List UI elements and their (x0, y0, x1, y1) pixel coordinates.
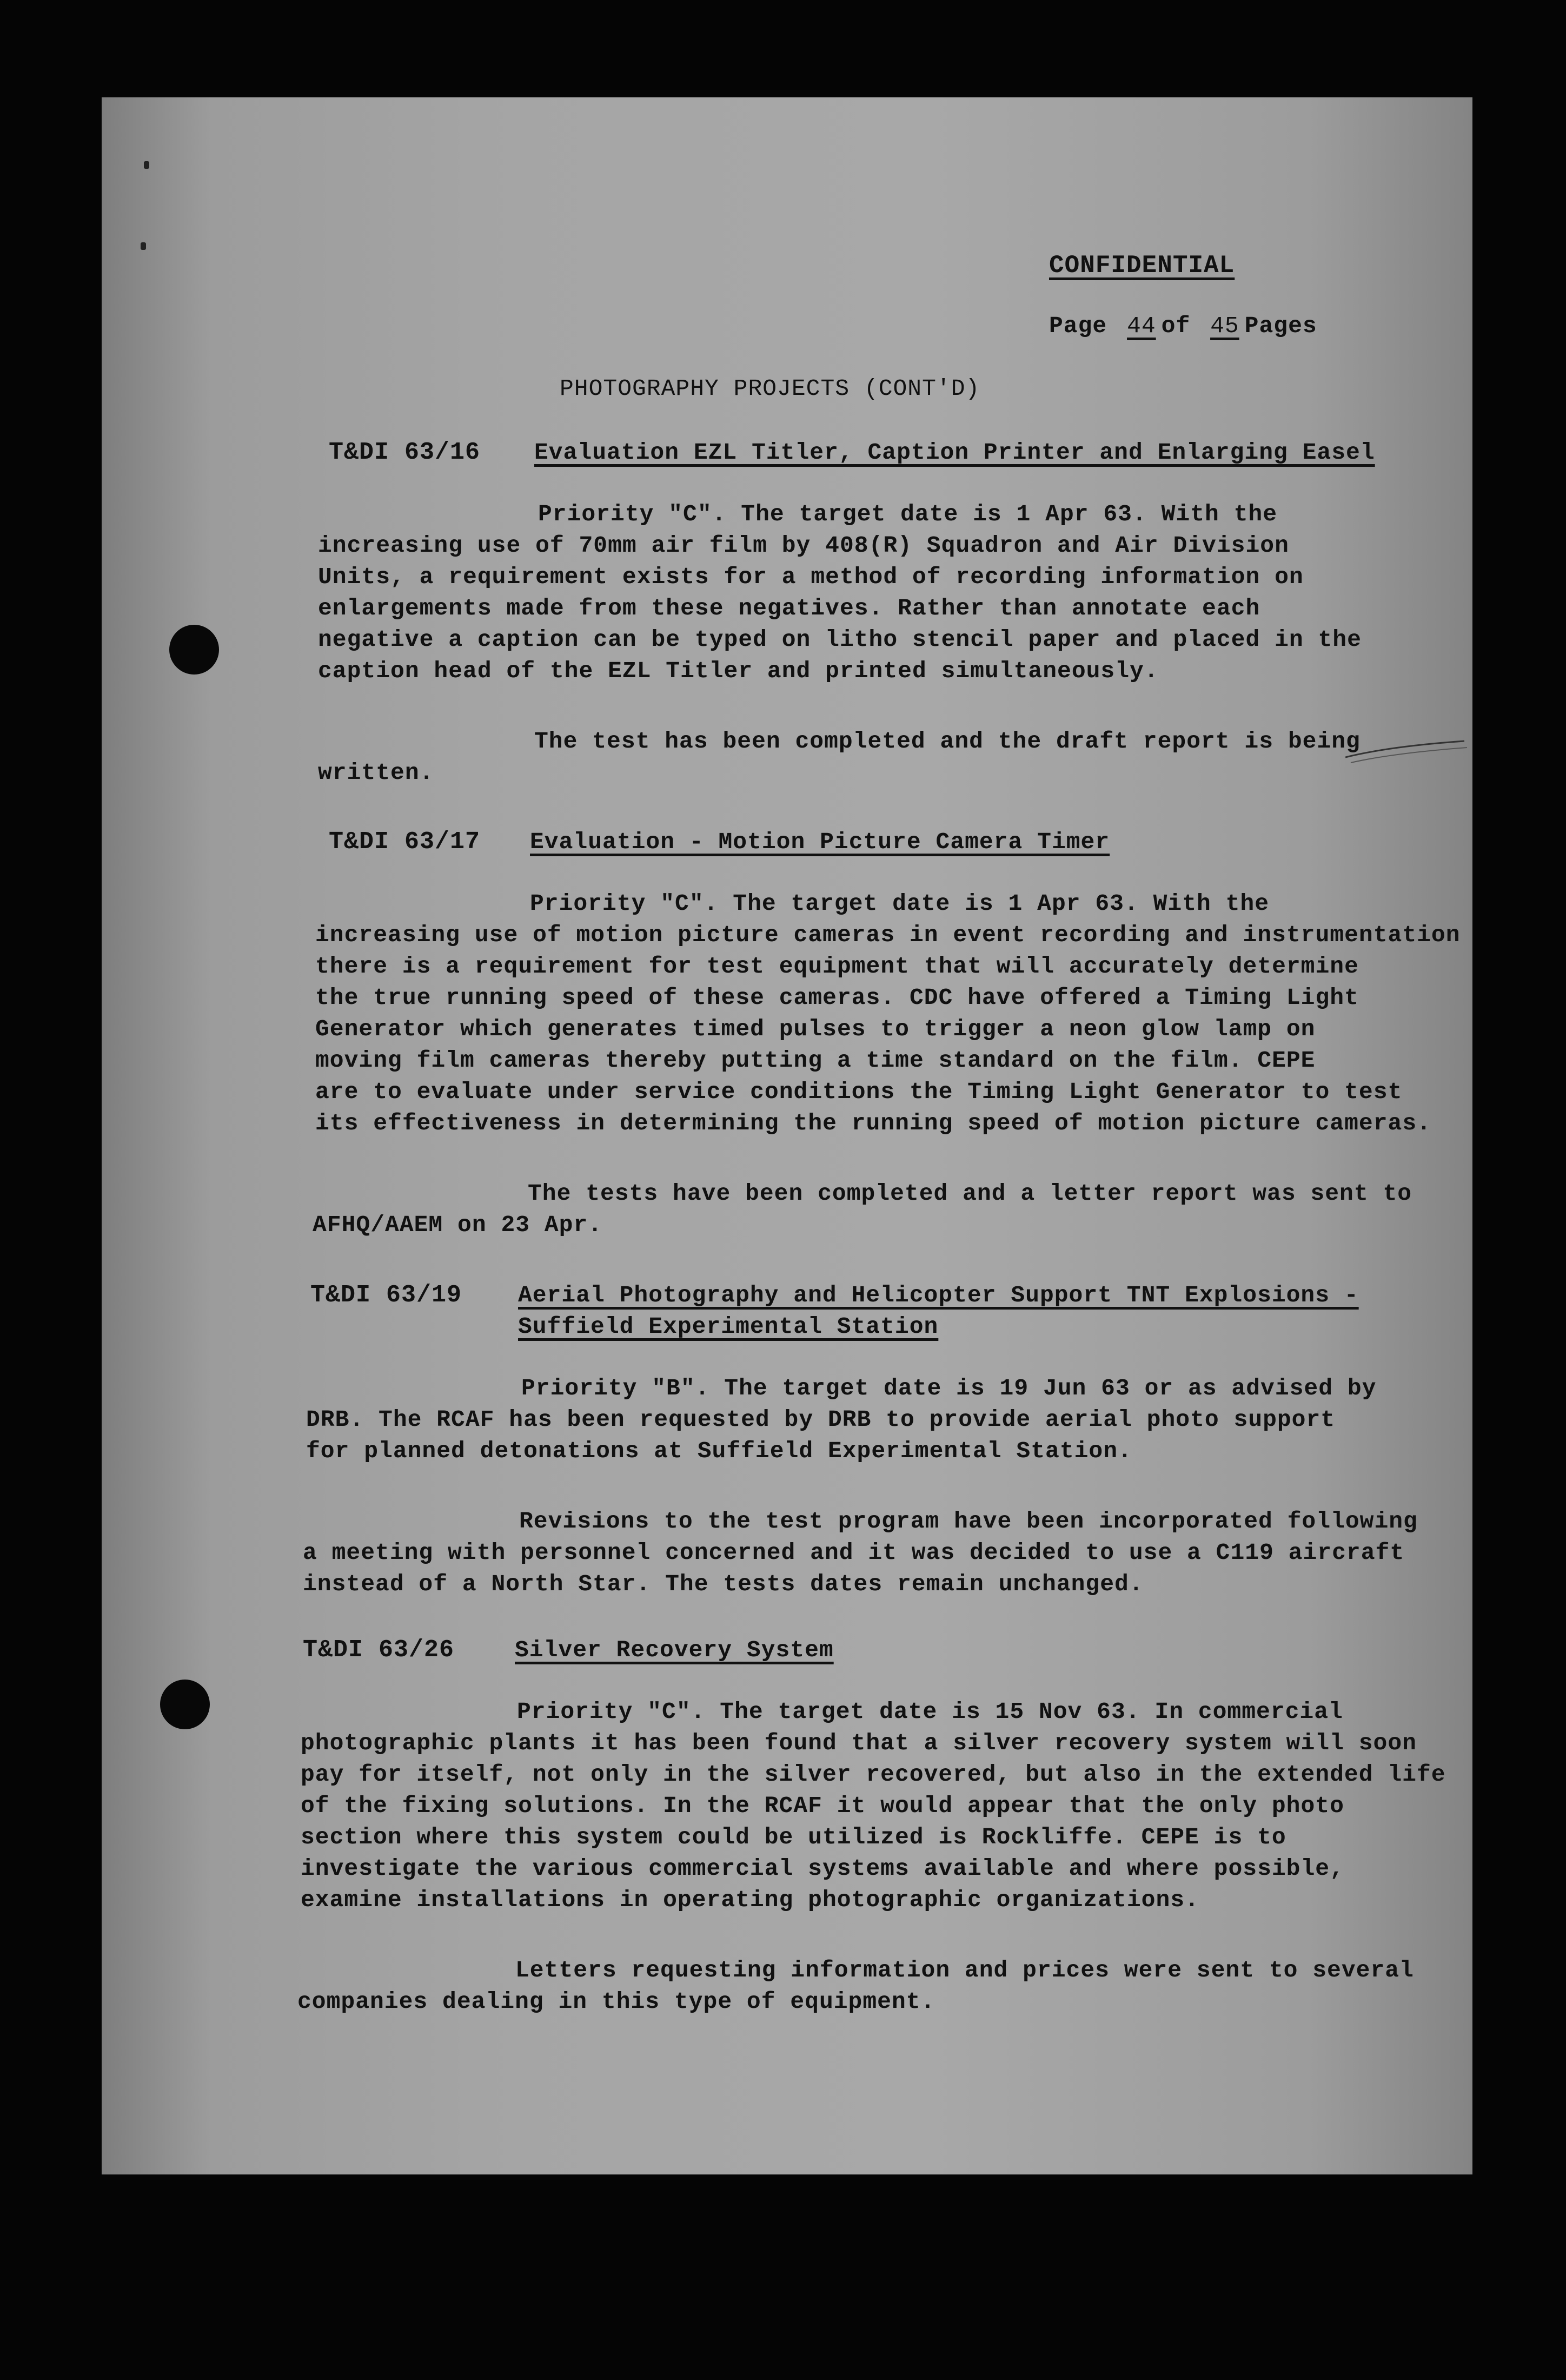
paragraph-line: increasing use of 70mm air film by 408(R) Squadron and Air Division (318, 532, 1289, 559)
paragraph-line: Priority "B". The target date is 19 Jun 63 or as advised by (521, 1375, 1377, 1401)
paragraph-line: Priority "C". The target date is 1 Apr 63. With the (538, 501, 1278, 527)
paragraph-line: The test has been completed and the draft report is being (534, 728, 1361, 755)
project-code: T&DI 63/19 (310, 1281, 462, 1309)
project-title: Evaluation EZL Titler, Caption Printer and Enlarging Easel (534, 439, 1375, 466)
paragraph-line: moving film cameras thereby putting a time standard on the film. CEPE (315, 1047, 1316, 1074)
paragraph-line: increasing use of motion picture cameras in event recording and instrumentation (315, 922, 1461, 948)
paragraph-line: Units, a requirement exists for a method of recording information on (318, 564, 1304, 590)
paragraph-line: there is a requirement for test equipment that will accurately determine (315, 953, 1359, 980)
page-number-line (1049, 310, 1317, 342)
paragraph-line: instead of a North Star. The tests dates remain unchanged. (303, 1571, 1144, 1597)
paragraph-line: investigate the various commercial systems available and where possible, (301, 1855, 1344, 1882)
project-code: T&DI 63/16 (329, 439, 481, 466)
paragraph-line: The tests have been completed and a letter report was sent to (528, 1180, 1412, 1207)
page-mark (141, 242, 146, 250)
of-word: of (1161, 313, 1191, 339)
page-number: 44 (1127, 313, 1156, 339)
paragraph-line: a meeting with personnel concerned and it was decided to use a C119 aircraft (303, 1539, 1405, 1566)
page-word: Page (1049, 313, 1107, 339)
page-mark (144, 161, 149, 169)
paragraph-line: Generator which generates timed pulses to trigger a neon glow lamp on (315, 1016, 1316, 1042)
project-title: Aerial Photography and Helicopter Support TNT Explosions - (518, 1282, 1359, 1308)
paragraph-line: Letters requesting information and prices were sent to several (515, 1957, 1414, 1984)
punch-hole (169, 625, 219, 675)
punch-hole (160, 1680, 210, 1729)
section-title: PHOTOGRAPHY PROJECTS (CONT'D) (560, 375, 980, 402)
paragraph-line: Revisions to the test program have been incorporated following (519, 1508, 1418, 1535)
document-page (102, 97, 1472, 2174)
pages-word: Pages (1244, 313, 1317, 339)
paragraph-line: enlargements made from these negatives. Rather than annotate each (318, 595, 1260, 622)
paragraph-line: the true running speed of these cameras. CDC have offered a Timing Light (315, 984, 1359, 1011)
paragraph-line: examine installations in operating photographic organizations. (301, 1887, 1199, 1913)
classification-label: CONFIDENTIAL (1049, 252, 1235, 280)
project-code: T&DI 63/17 (329, 828, 481, 856)
project-title: Evaluation - Motion Picture Camera Timer (530, 829, 1110, 855)
pen-stroke (1345, 736, 1470, 768)
paragraph-line: negative a caption can be typed on litho stencil paper and placed in the (318, 626, 1362, 653)
paragraph-line: written. (318, 759, 434, 786)
paragraph-line: AFHQ/AAEM on 23 Apr. (313, 1212, 603, 1238)
paragraph-line: for planned detonations at Suffield Experimental Station. (306, 1438, 1132, 1464)
paragraph-line: its effectiveness in determining the running speed of motion picture cameras. (315, 1110, 1431, 1136)
paragraph-line: pay for itself, not only in the silver recovered, but also in the extended life (301, 1761, 1446, 1788)
project-title: Suffield Experimental Station (518, 1313, 939, 1340)
paragraph-line: of the fixing solutions. In the RCAF it would appear that the only photo (301, 1793, 1344, 1819)
project-title: Silver Recovery System (515, 1637, 834, 1663)
paragraph-line: are to evaluate under service conditions the Timing Light Generator to test (315, 1079, 1403, 1105)
paragraph-line: caption head of the EZL Titler and printed simultaneously. (318, 658, 1159, 684)
paragraph-line: Priority "C". The target date is 1 Apr 63. With the (530, 890, 1270, 917)
project-code: T&DI 63/26 (303, 1636, 455, 1664)
page-total: 45 (1210, 313, 1239, 339)
paragraph-line: companies dealing in this type of equipment. (297, 1988, 935, 2015)
paragraph-line: Priority "C". The target date is 15 Nov 63. In commercial (517, 1698, 1343, 1725)
paragraph-line: DRB. The RCAF has been requested by DRB to provide aerial photo support (306, 1406, 1336, 1433)
paragraph-line: photographic plants it has been found that a silver recovery system will soon (301, 1730, 1417, 1756)
paragraph-line: section where this system could be utilized is Rockliffe. CEPE is to (301, 1824, 1286, 1850)
